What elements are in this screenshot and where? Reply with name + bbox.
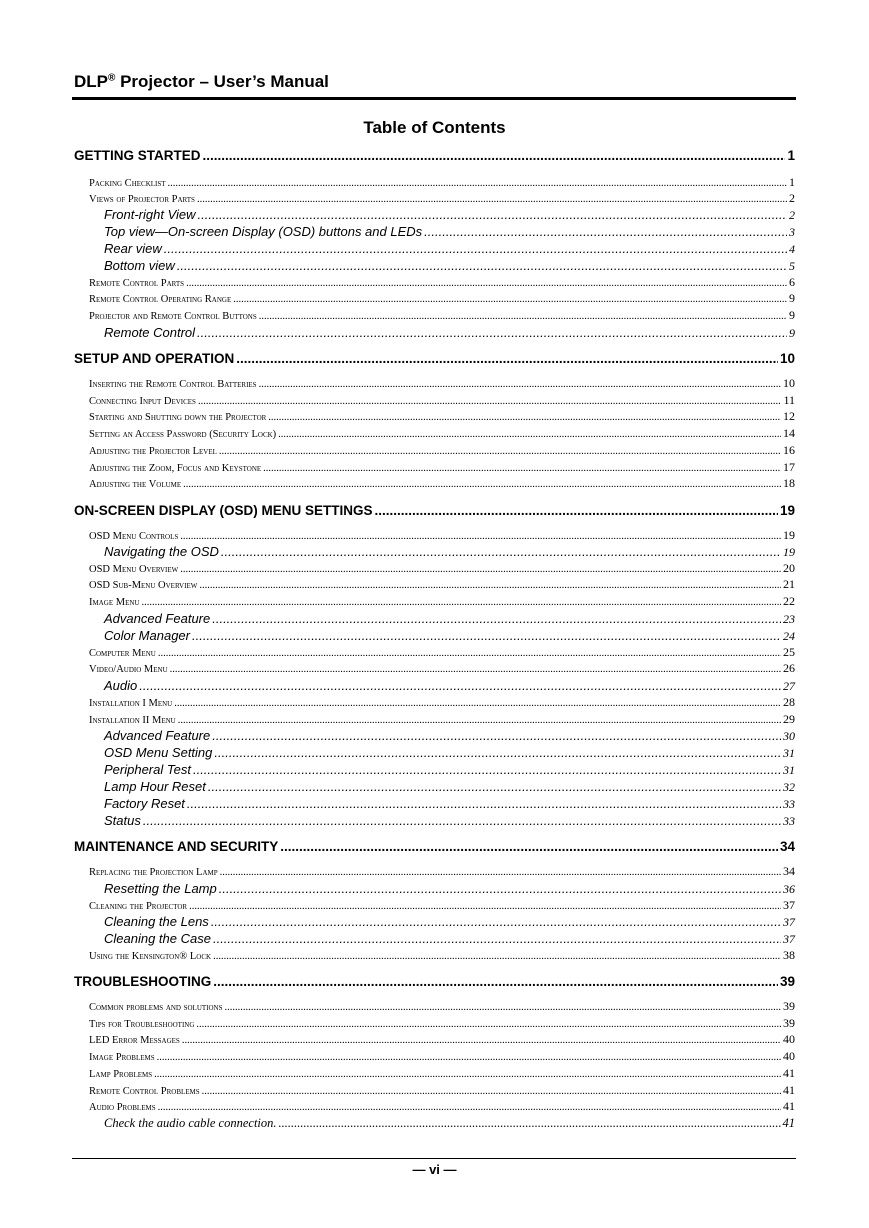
dot-leader [180,564,781,575]
toc-entry-page: 25 [783,645,795,659]
dot-leader [202,1086,781,1097]
dot-leader [189,901,781,912]
toc-entry-page: 38 [783,948,795,962]
toc-entry[interactable] [74,258,795,274]
toc-entry-page: 2 [789,191,795,205]
toc-entry-page: 9 [789,326,795,340]
toc-entry-label: Setting an Access Password (Security Lock) [89,429,277,440]
dot-leader [170,664,781,675]
toc-entry[interactable] [74,796,795,812]
toc-entry[interactable] [74,1083,795,1098]
dot-leader [139,678,781,693]
toc-entry[interactable] [74,376,795,391]
toc-entry-label: OSD Sub-Menu Overview [89,580,198,591]
toc-entry-label: Peripheral Test [104,762,191,777]
toc-entry-label: TROUBLESHOOTING [74,974,212,989]
toc-entry-label: Remote Control Parts [89,278,185,289]
toc-entry-page: 29 [783,712,795,726]
toc-entry-label: Factory Reset [104,796,185,811]
toc-entry-page: 4 [789,242,795,256]
dot-leader [236,351,778,366]
toc-entry[interactable] [74,645,795,660]
toc-entry-page: 3 [789,225,795,239]
toc-entry[interactable] [74,661,795,676]
toc-entry-page: 33 [783,814,795,828]
toc-entry-label: OSD Menu Setting [104,745,213,760]
dot-leader [375,503,778,518]
toc-entry-label: Check the audio cable connection. [104,1116,277,1130]
toc-entry[interactable] [74,409,795,424]
toc-entry-page: 34 [779,839,795,854]
toc-entry[interactable] [74,393,795,408]
toc-entry-label: Image Menu [89,597,140,608]
toc-entry[interactable] [74,1032,795,1047]
toc-entry-page: 40 [783,1049,795,1063]
toc-entry-label: Inserting the Remote Control Batteries [89,379,257,390]
registered-mark: ® [108,72,116,84]
toc-entry-page: 39 [783,999,795,1013]
toc-entry-label: Top view—On-screen Display (OSD) buttons and LEDs [104,224,423,239]
toc-entry-label: Projector and Remote Control Buttons [89,311,257,322]
toc-entry-page: 39 [783,1016,795,1030]
toc-entry-label: LED Error Messages [89,1035,180,1046]
dot-leader [168,178,787,189]
toc-entry-label: Replacing the Projection Lamp [89,867,218,878]
dot-leader [158,648,781,659]
toc-entry-label: Audio Problems [89,1102,156,1113]
dot-leader [192,628,781,643]
toc-entry[interactable] [74,594,795,609]
page-number: — vi — [412,1162,457,1177]
toc-entry-label: Adjusting the Volume [89,479,182,490]
dot-leader [213,951,781,962]
toc-entry[interactable] [74,914,795,930]
toc-entry-label: Resetting the Lamp [104,881,217,896]
toc-entry[interactable] [74,241,795,257]
toc-entry-label: Adjusting the Zoom, Focus and Keystone [89,463,262,474]
toc-entry[interactable] [74,779,795,795]
toc-entry[interactable] [74,898,795,913]
toc-entry-page: 20 [783,561,795,575]
toc-entry-label: Cleaning the Lens [104,914,209,929]
toc-entry-label: Packing Checklist [89,178,166,189]
dot-leader [424,224,787,239]
toc-entry-page: 21 [783,577,795,591]
toc-entry-page: 40 [783,1032,795,1046]
toc-entry-page: 6 [789,275,795,289]
toc-entry[interactable] [74,611,795,627]
toc-entry[interactable] [74,577,795,592]
toc-entry-label: Color Manager [104,628,190,643]
dot-leader [141,597,781,608]
toc-entry[interactable] [74,1049,795,1064]
toc-entry-label: Remote Control Operating Range [89,294,232,305]
toc-entry-label: Front-right View [104,207,196,222]
toc-entry-page: 24 [783,629,795,643]
toc-entry-page: 30 [783,729,795,743]
toc-entry-label: Using the Kensington® Lock [89,951,212,962]
toc-entry-label: Cleaning the Projector [89,901,188,912]
dot-leader [280,839,778,854]
toc-entry-page: 32 [783,780,795,794]
toc-entry[interactable] [74,1099,795,1114]
dot-leader [213,974,778,989]
toc-entry[interactable] [74,275,795,290]
toc-entry-label: Lamp Hour Reset [104,779,206,794]
toc-entry-page: 19 [779,503,795,518]
toc-entry-label: ON-SCREEN DISPLAY (OSD) MENU SETTINGS [74,503,373,518]
dot-leader [263,463,781,474]
dot-leader [164,241,787,256]
dot-leader [197,194,787,205]
toc-entry[interactable] [74,476,795,491]
toc-entry-label: Cleaning the Case [104,931,211,946]
toc-entry[interactable] [74,1016,795,1031]
dot-leader [198,207,787,222]
toc-entry-label: Connecting Input Devices [89,396,196,407]
toc-entry[interactable] [74,813,795,829]
toc-entry[interactable] [74,628,795,644]
dot-leader [259,379,781,390]
dot-leader [211,914,781,929]
toc-entry-page: 22 [783,594,795,608]
toc-entry[interactable] [74,148,795,163]
toc-entry[interactable] [74,544,795,560]
dot-leader [182,1035,781,1046]
toc-entry-page: 11 [783,393,795,407]
toc-entry[interactable] [74,695,795,710]
dot-leader [212,611,781,626]
toc-entry-page: 10 [779,351,795,366]
toc-entry[interactable] [74,503,795,518]
toc-entry-page: 10 [783,376,795,390]
toc-entry[interactable] [74,207,795,223]
toc-entry-page: 33 [783,797,795,811]
toc-entry[interactable] [74,528,795,543]
dot-leader [180,531,781,542]
toc-entry-label: OSD Menu Controls [89,531,179,542]
toc-entry-label: MAINTENANCE AND SECURITY [74,839,279,854]
toc-entry-label: Lamp Problems [89,1069,153,1080]
dot-leader [259,311,787,322]
toc-entry-label: Image Problems [89,1052,155,1063]
dot-leader [174,698,781,709]
toc-entry[interactable] [74,351,795,366]
toc-entry-label: GETTING STARTED [74,148,201,163]
toc-entry-page: 31 [783,746,795,760]
toc-entry-page: 12 [783,409,795,423]
toc-entry-page: 34 [783,864,795,878]
toc-entry-page: 19 [783,528,795,542]
toc-entry[interactable] [74,999,795,1014]
header-rule [72,97,796,100]
toc-entry-label: Rear view [104,241,162,256]
toc-entry[interactable] [74,974,795,989]
toc-entry-label: Computer Menu [89,648,156,659]
dot-leader [183,479,781,490]
toc-entry-label: Installation I Menu [89,698,173,709]
dot-leader [219,446,781,457]
dot-leader [225,1002,781,1013]
toc-entry-label: Bottom view [104,258,175,273]
toc-entry-page: 2 [789,208,795,222]
dot-leader [158,1102,781,1113]
toc-entry-page: 39 [779,974,795,989]
toc-entry[interactable] [74,191,795,206]
toc-entry[interactable] [74,931,795,947]
toc-entry-page: 19 [783,545,795,559]
toc-entry-page: 9 [789,308,795,322]
toc-entry[interactable] [74,325,795,341]
toc-entry-page: 36 [783,882,795,896]
toc-entry-page: 37 [783,915,795,929]
toc-entry[interactable] [74,460,795,475]
toc-entry-page: 9 [789,291,795,305]
toc-entry-label: Adjusting the Projector Level [89,446,217,457]
dot-leader [196,1019,781,1030]
toc-entry[interactable] [74,1116,795,1131]
toc-entry[interactable] [74,561,795,576]
toc-entry-page: 41 [783,1066,795,1080]
toc-entry-page: 18 [783,476,795,490]
running-header [74,72,329,92]
toc-entry[interactable] [74,678,795,694]
toc-entry[interactable] [74,291,795,306]
dot-leader [177,258,787,273]
toc-entry-page: 41 [783,1099,795,1113]
toc-entry-page: 37 [783,932,795,946]
toc-entry[interactable] [74,948,795,963]
toc-entry-page: 16 [783,443,795,457]
toc-entry-page: 41 [782,1116,795,1130]
dot-leader [268,412,781,423]
toc-entry-page: 28 [783,695,795,709]
dot-leader [178,715,781,726]
toc-entry-label: Status [104,813,141,828]
toc-entry[interactable] [74,881,795,897]
toc-entry[interactable] [74,443,795,458]
toc-entry-label: Tips for Troubleshooting [89,1019,195,1030]
header-title-rest: Projector – User’s Manual [115,72,329,91]
toc-entry-page: 1 [787,148,795,163]
toc-entry-page: 26 [783,661,795,675]
dot-leader [219,881,781,896]
dot-leader [197,325,787,340]
toc-entry[interactable] [74,762,795,778]
dot-leader [279,1116,781,1131]
dot-leader [157,1052,781,1063]
toc-entry[interactable] [74,175,795,190]
toc-entry-page: 41 [783,1083,795,1097]
dot-leader [233,294,787,305]
toc-entry-page: 37 [783,898,795,912]
toc-entry-label: Starting and Shutting down the Projector [89,412,267,423]
dot-leader [154,1069,781,1080]
toc-entry-label: Views of Projector Parts [89,194,195,205]
toc-entry-label: Video/Audio Menu [89,664,168,675]
toc-entry-page: 27 [783,679,795,693]
toc-entry[interactable] [74,864,795,879]
dot-leader [143,813,781,828]
toc-entry[interactable] [74,712,795,727]
toc-entry-label: Remote Control Problems [89,1086,200,1097]
toc-entry-label: Common problems and solutions [89,1002,223,1013]
header-title-main: DLP [74,72,108,91]
toc-entry-label: Audio [104,678,138,693]
dot-leader [212,728,781,743]
dot-leader [220,867,781,878]
toc-entry-page: 5 [789,259,795,273]
dot-leader [199,580,781,591]
toc-entry-label: SETUP AND OPERATION [74,351,235,366]
toc-entry-label: Navigating the OSD [104,544,219,559]
dot-leader [278,429,781,440]
toc-entry-label: Installation II Menu [89,715,176,726]
toc-entry-label: Advanced Feature [104,728,211,743]
dot-leader [213,931,781,946]
dot-leader [221,544,781,559]
toc-entry[interactable] [74,728,795,744]
dot-leader [193,762,781,777]
toc-entry-page: 23 [783,612,795,626]
toc-entry[interactable] [74,839,795,854]
toc-entry-page: 17 [783,460,795,474]
page-title: Table of Contents [363,118,506,137]
toc-entry[interactable] [74,224,795,240]
footer-rule [72,1158,796,1159]
dot-leader [208,779,781,794]
dot-leader [203,148,786,163]
toc-entry-label: Remote Control [104,325,196,340]
toc-entry[interactable] [74,426,795,441]
dot-leader [187,796,781,811]
dot-leader [186,278,787,289]
toc-entry-page: 14 [783,426,795,440]
dot-leader [198,396,781,407]
toc-entry-label: OSD Menu Overview [89,564,179,575]
toc-entry-label: Advanced Feature [104,611,211,626]
toc-entry-page: 31 [783,763,795,777]
toc-entry-page: 1 [789,175,795,189]
dot-leader [214,745,781,760]
toc-entry[interactable] [74,745,795,761]
toc-entry[interactable] [74,1066,795,1081]
toc-entry[interactable] [74,308,795,323]
